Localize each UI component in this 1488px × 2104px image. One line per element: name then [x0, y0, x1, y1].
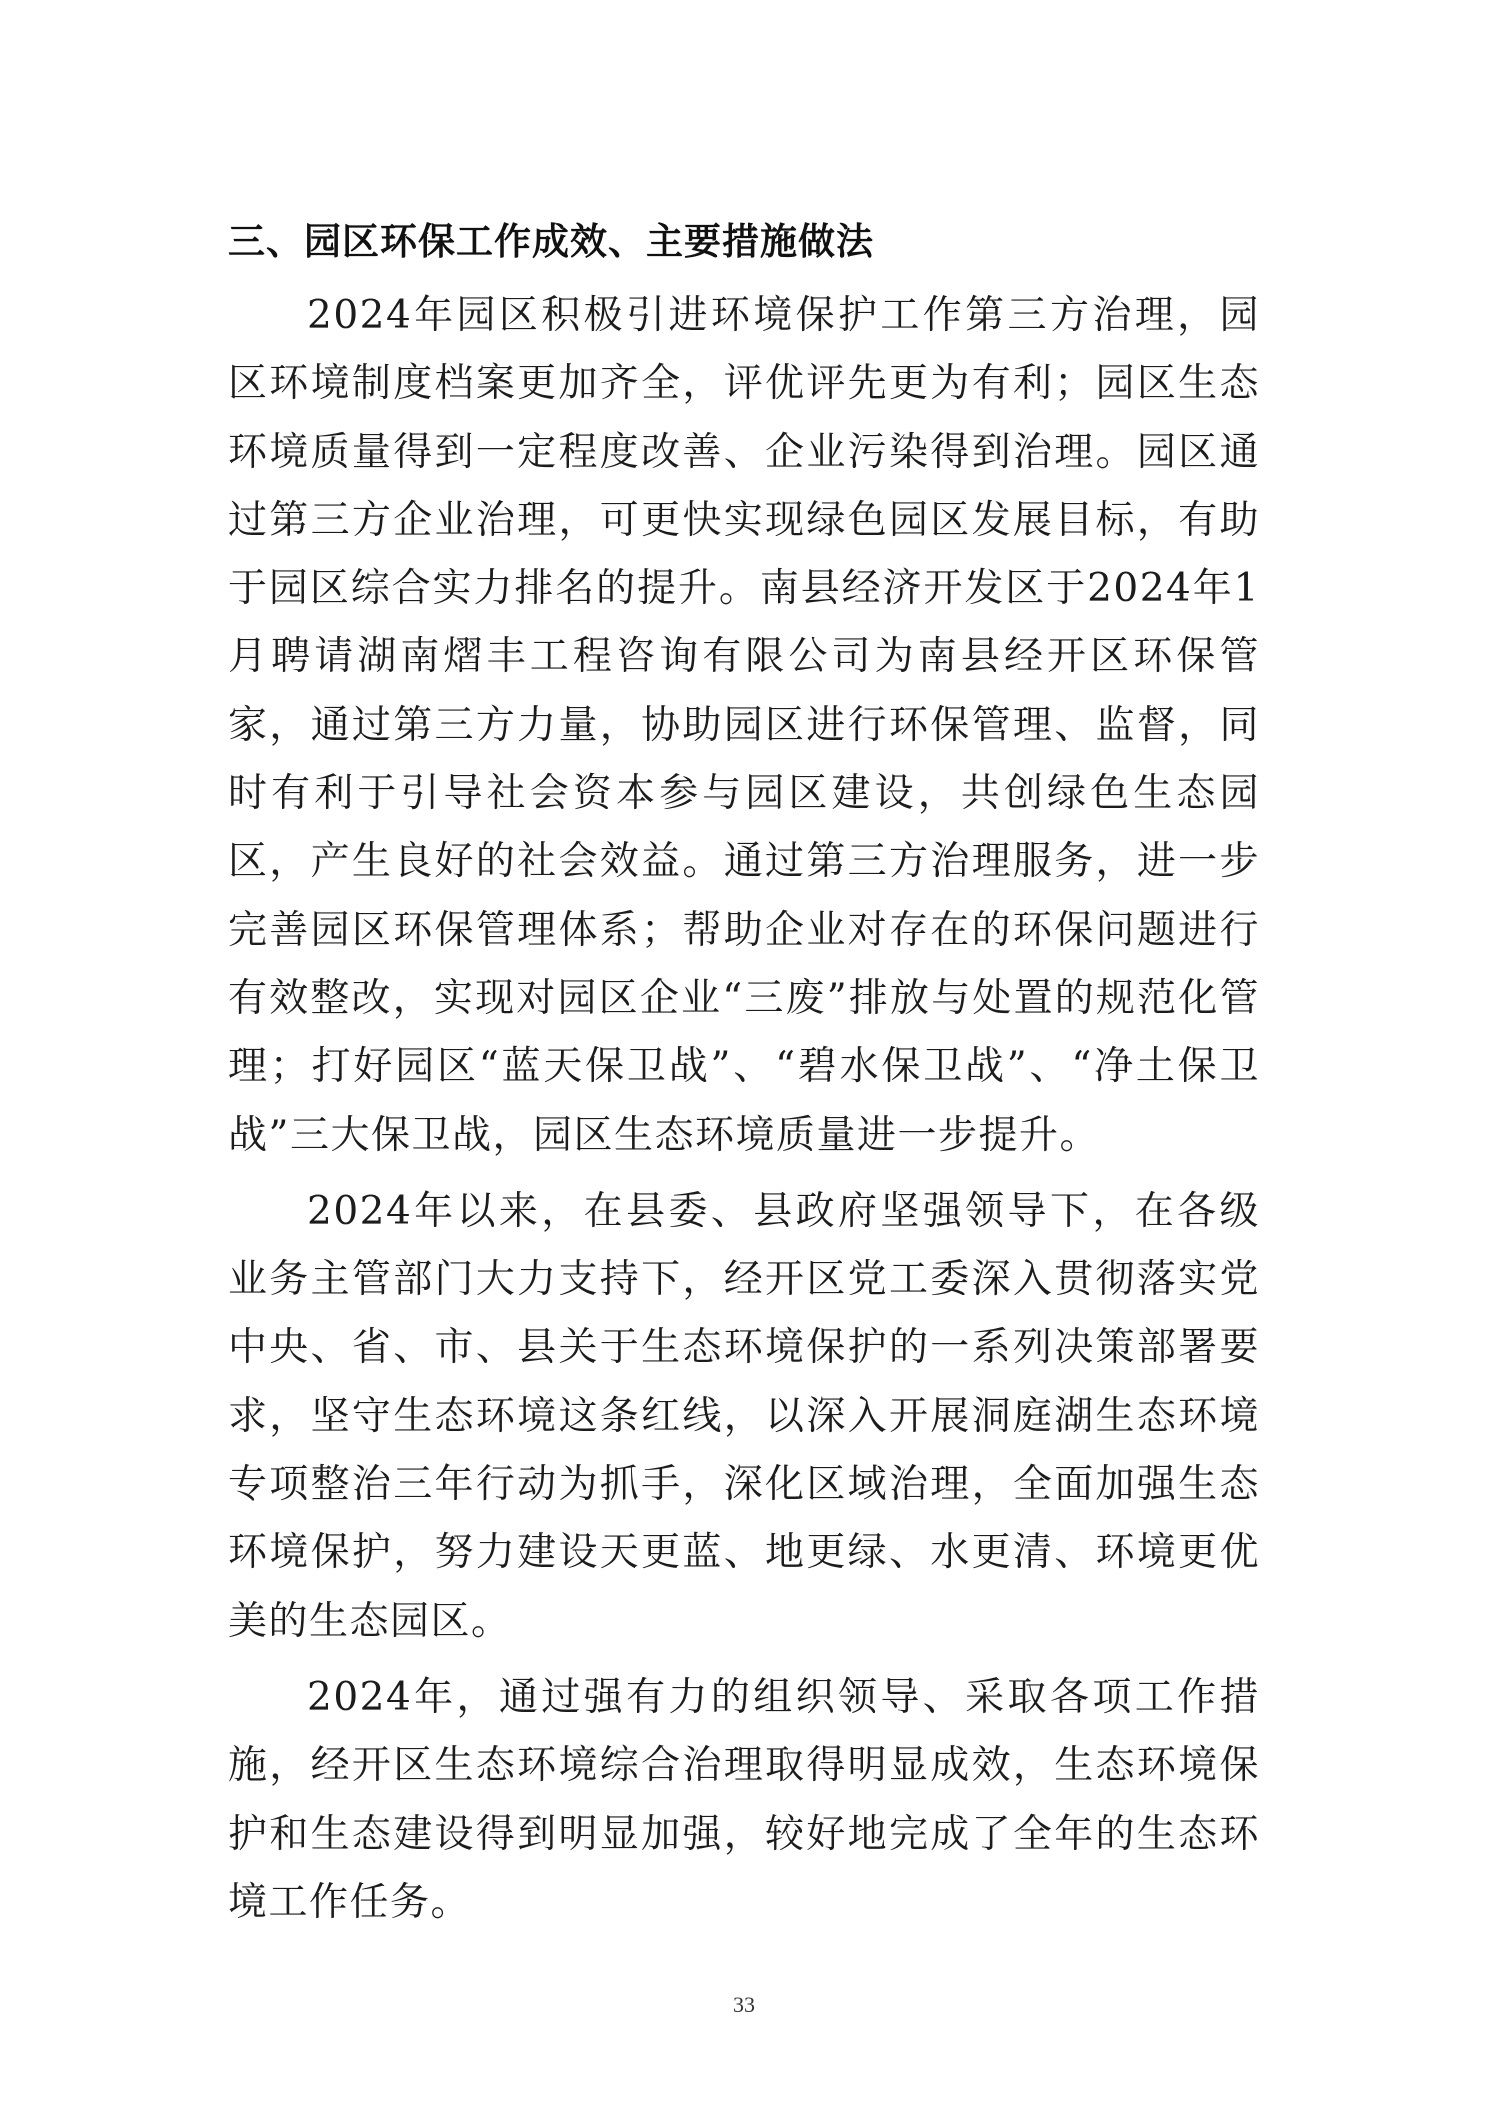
paragraph-leadership-actions: 2024年以来，在县委、县政府坚强领导下，在各级业务主管部门大力支持下，经开区党工委深入贯彻落实党中央、省、市、县关于生态环境保护的一系列决策部署要求，坚守生态环境这条红线，以深入开展洞庭湖生态环境专项整治三年行动为抓手，深化区域治理，全面加强生态环境保护，努力建设天更蓝、地更绿、水更清、环境更优美的生态园区。 [228, 1188, 1260, 1644]
page-content [228, 214, 1260, 1945]
paragraph-annual-results: 2024年，通过强有力的组织领导、采取各项工作措施，经开区生态环境综合治理取得明显成效，生态环境保护和生态建设得到明显加强，较好地完成了全年的生态环境工作任务。 [228, 1674, 1260, 1925]
paragraph-third-party-governance: 2024年园区积极引进环境保护工作第三方治理，园区环境制度档案更加齐全，评优评先更为有利；园区生态环境质量得到一定程度改善、企业污染得到治理。园区通过第三方企业治理，可更快实现绿色园区发展目标，有助于园区综合实力排名的提升。南县经济开发区于2024年1月聘请湖南熠丰工程咨询有限公司为南县经开区环保管家，通过第三方力量，协助园区进行环保管理、监督，同时有利于引导社会资本参与园区建设，共创绿色生态园区，产生良好的社会效益。通过第三方治理服务，进一步完善园区环保管理体系；帮助企业对存在的环保问题进行有效整改，实现对园区企业“三废”排放与处置的规范化管理；打好园区“蓝天保卫战”、“碧水保卫战”、“净土保卫战”三大保卫战，园区生态环境质量进一步提升。 [228, 293, 1260, 1158]
page-number: 33 [733, 1992, 755, 2017]
section-heading: 三、园区环保工作成效、主要措施做法 [228, 220, 874, 263]
